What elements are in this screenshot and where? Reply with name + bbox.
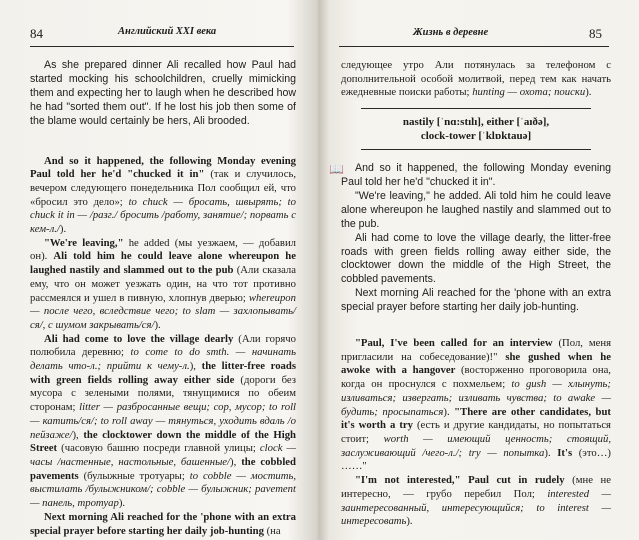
- source-sentence: the litter-free roads with green fields rolling away either side: [30, 360, 297, 386]
- source-sentence: she gushed when he awoke with a hangover: [341, 350, 611, 377]
- reading-text: [329, 162, 611, 315]
- divider: [361, 108, 591, 109]
- right-page-number: 85: [589, 26, 602, 41]
- source-sentence: the clocktower down the middle of the High Street: [30, 428, 296, 455]
- translation: (Али горячо полюбила деревню;: [30, 332, 296, 359]
- right-running-title: Жизнь в деревне: [413, 27, 489, 38]
- divider: [361, 149, 591, 150]
- source-sentence: "I'm not interested," Paul cut in rudely: [355, 474, 565, 487]
- vocabulary-note: litter — разбросанные вещи; сор, мусор; to roll — катить/ся/; to roll away — тянуться, уходить вдаль /о пейзаже/: [30, 401, 297, 441]
- reading-paragraph: And so it happened, the following Monday evening Paul told her he'd "chucked it in".: [341, 162, 611, 189]
- vocabulary-note: hunting — охота; поиски: [472, 86, 586, 99]
- source-sentence: Ali had come to love the village dearly: [44, 332, 234, 345]
- source-sentence: Next morning Ali reached for the 'phone with an extra special prayer before starting her daily job-hunting: [30, 510, 296, 537]
- reading-paragraph: "We're leaving," he added. Ali told him he could leave alone whereupon he laughed nastily and slammed out to the pub.: [341, 189, 611, 230]
- source-sentence: Ali told him he could leave alone whereupon he laughed nastily and slammed out to the pub: [30, 250, 296, 277]
- vocabulary-note: to cobble — мостить, выстилать /булыжником/; cobble — булыжник; pavement — панель, тротуар: [30, 469, 297, 510]
- right-header-rule: [339, 46, 609, 47]
- reading-paragraph: Ali had come to love the village dearly, the litter-free roads with green fields rolling away either side, the clocktower down the middle of the High Street, the cobbled pavements.: [341, 231, 611, 286]
- translation: (восторженно проговорила она, когда он проснулся с похмельем;: [341, 364, 611, 391]
- vocabulary-note: to come to do smth. — начинать делать что-л.; прийти к чему-л.: [30, 346, 296, 373]
- vocabulary-note: шумом закрывать/ся/: [55, 318, 155, 331]
- translation: следующее утро Али потянулась за телефоном с дополнительной особой молитвой, перед тем как начать ежедневные поиски работы;: [341, 59, 611, 99]
- gloss-paragraph-5: "Paul, I've been called for an interview (Пол, меня пригласили на собеседование)!" she gushed when he awoke with a hangover (восторженно проговорила она, когда он проснулся с похмельем; to gush — хлынуть; изливаться; извергать; изливать чувства; to awake — будить; просыпаться). "There are other candidates, but it's worth a try (есть и другие кандидаты, но попытаться стоит; worth — имеющий ценность; стоящий, заслуживающий /чего-л./; try — попытка). It's (это…) ……": [341, 337, 611, 473]
- right-page-body: [329, 59, 612, 529]
- book-icon: 📖: [329, 162, 344, 177]
- source-sentence: "There are other candidates, but it's worth a try: [341, 405, 611, 432]
- translation: (Али сказала ему, что он может уезжать один, на что тот противно рассмеялся и ушел в пивную, хлопнув дверью;: [30, 264, 297, 304]
- translation: he added (мы уезжаем, — добавил он).: [30, 236, 296, 263]
- vocabulary-note: clock — часы /настенные, настольные, башенные/: [30, 442, 297, 468]
- gloss-continuation: следующее утро Али потянулась за телефоном с дополнительной особой молитвой, перед тем как начать ежедневные поиски работы; hunting — охота; поиски).: [341, 59, 611, 99]
- reading-paragraph: Next morning Ali reached for the 'phone with an extra special prayer before starting her daily job-hunting.: [341, 287, 611, 314]
- translation: (дороги без мусора с зелеными полями, тянущимися по обеим сторонам;: [30, 373, 296, 414]
- pronunciation-line: clock-tower [ˈklɒktauə]: [420, 130, 532, 143]
- translation: (на: [263, 524, 281, 537]
- left-page: [0, 0, 318, 540]
- translation: (Пол, меня пригласили на собеседование)!": [341, 337, 611, 363]
- source-sentence: the cobbled pavements: [30, 456, 296, 482]
- left-page-number: 84: [30, 26, 43, 41]
- left-running-title: Английский XXI века: [118, 26, 217, 37]
- left-page-body: [30, 59, 296, 538]
- pronunciation-box: [341, 115, 611, 143]
- gloss-paragraph-6: "I'm not interested," Paul cut in rudely (мне не интересно, — грубо перебил Пол; interested — заинтересованный, интересующийся; to interest — интересовать).: [341, 474, 612, 528]
- intro-paragraph: As she prepared dinner Ali recalled how Paul had started mocking his schoolchildren, cruelly mimicking them and expecting her to laugh when he described how he had "sorted them out". If he lost his job then some of the blame would certainly be hers, Ali brooded.: [30, 59, 296, 127]
- gloss-paragraph-4: [30, 511, 296, 538]
- vocabulary-note: whereupon — после чего, вследствие чего; to slam — захлопывать/ся/, с: [30, 291, 296, 331]
- gloss-paragraph-3: Ali had come to love the village dearly (Али горячо полюбила деревню; to come to do smth. — начинать делать что-л.; прийти к чему-л.), the litter-free roads with green fields rolling away either side (дороги без мусора с зелеными полями, тянущимися по обеим сторонам; litter — разбросанные вещи; сор, мусор; to roll — катить/ся/; to roll away — тянуться, уходить вдаль /о пейзаже/), the clocktower down the middle of the High Street (часовую башню посреди главной улицы; clock — часы /настенные, настольные, башенные/), the cobbled pavements (булыжные тротуары; to cobble — мостить, выстилать /булыжником/; cobble — булыжник; pavement — панель, тротуар).: [30, 332, 297, 510]
- vocabulary-note: worth — имеющий ценность; стоящий, заслуживающий /чего-л./; try — попытка: [341, 433, 611, 459]
- translation: (так и случилось, вечером следующего понедельника Пол сообщил ей, что «бросил это дело»;: [30, 168, 296, 208]
- right-page: [321, 0, 639, 540]
- vocabulary-note: to chuck — бросать, швырять; to chuck it in — /разг./ бросить /работу, занятие/; порвать с кем-л./: [30, 195, 296, 236]
- translation: (это…) ……": [341, 446, 611, 473]
- source-sentence: "We're leaving,": [44, 236, 124, 249]
- source-sentence: And so it happened, the following Monday evening Paul told her he'd "chucked it in": [30, 154, 296, 181]
- translation: (часовую башню посреди главной улицы;: [57, 442, 260, 455]
- vocabulary-note: to gush — хлынуть; изливаться; извергать; изливать чувства; to awake — будить; просыпаться: [341, 378, 611, 418]
- gloss-paragraph-1: And so it happened, the following Monday evening Paul told her he'd "chucked it in" (так и случилось, вечером следующего понедельника Пол сообщил ей, что «бросил это дело»; to chuck — бросать, швырять; to chuck it in — /разг./ бросить /работу, занятие/; порвать с кем-л./).: [30, 154, 296, 236]
- translation: (булыжные тротуары;: [78, 469, 190, 482]
- source-sentence: "Paul, I've been called for an interview: [355, 337, 553, 350]
- translation: (есть и другие кандидаты, но попытаться стоит;: [341, 419, 611, 445]
- source-sentence: It's: [557, 446, 573, 459]
- left-header-rule: [30, 46, 294, 47]
- gloss-paragraph-2: "We're leaving," he added (мы уезжаем, — добавил он). Ali told him he could leave alone whereupon he laughed nastily and slammed out to the pub (Али сказала ему, что он может уезжать один, на что тот противно рассмеялся и ушел в пивную, хлопнув дверью; whereupon — после чего, вследствие чего; to slam — захлопывать/ся/, с шумом закрывать/ся/).: [30, 236, 297, 331]
- pronunciation-line: nastily [ˈnɑ:stılı], either [ˈaıðə],: [402, 116, 550, 129]
- translation: (мне не интересно, — грубо перебил Пол;: [341, 474, 612, 500]
- vocabulary-note: interested — заинтересованный, интересующийся; to interest — интересовать: [341, 487, 611, 528]
